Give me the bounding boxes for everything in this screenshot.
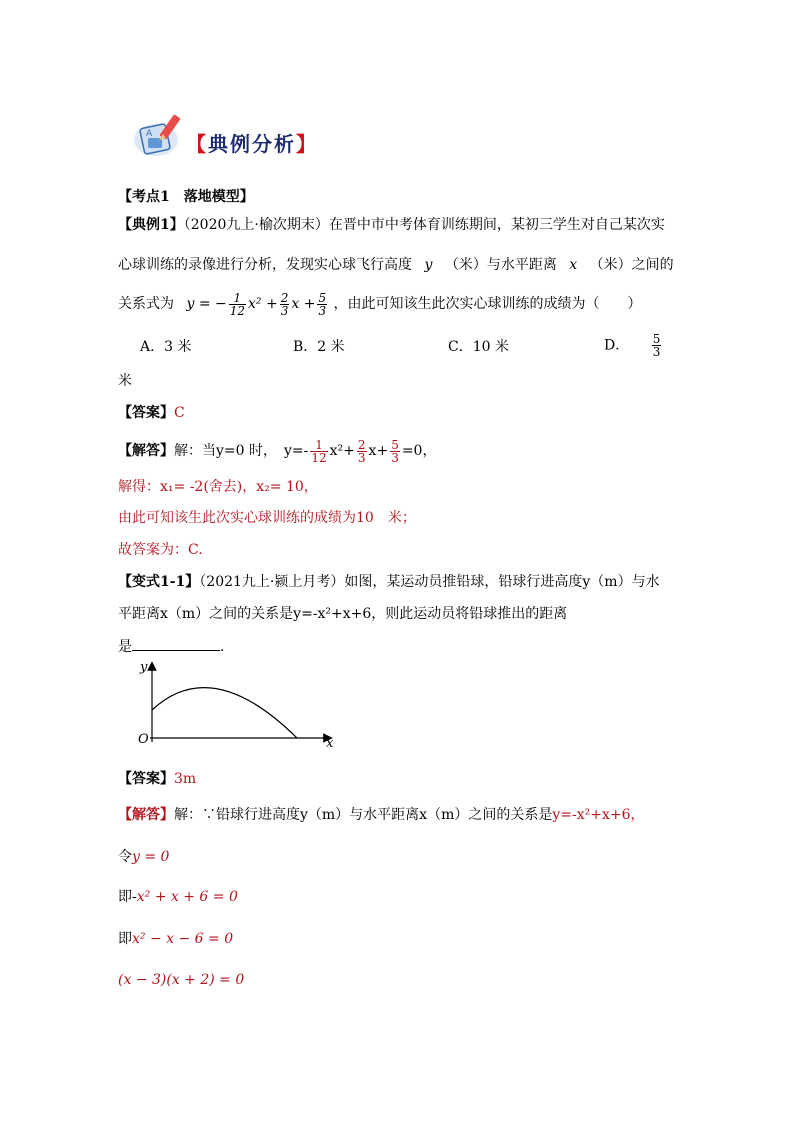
solution-2-line-5: (x − 3)(x + 2) = 0 [118, 972, 245, 988]
solution-2-line-1: 【解答】解：∵铅球行进高度y（m）与水平距离x（m）之间的关系是y=-x²+x+6， [118, 807, 645, 823]
example-line-3: 关系式为 y = − $\frac{1}{12}$ x² + $\frac{2}{3}$ x + $\frac{5}{3}$ ，由此可知该生此次实心球训练的成绩为（ ） [118, 290, 642, 318]
quadratic-formula: y = − $\frac{1}{12}$ x² + $\frac{2}{3}$ x + $\frac{5}{3}$ [186, 290, 327, 318]
solution-2-line-4: 即x² − x − 6 = 0 [118, 931, 234, 947]
x-axis-label: x [326, 736, 334, 751]
answer-2 [118, 769, 196, 789]
solution-1-line-1: 【解答】解：当y=0 时， y=- $\frac{1}{12}$ x²+ $\frac{2}{3}$ x+ $\frac{5}{3}$ =0， [118, 437, 437, 465]
option-b: B．2 米 [293, 339, 345, 355]
example-line-1: 【典例1】（2020九上·榆次期末）在晋中市中考体育训练期间，某初三学生对自己某次实 [118, 217, 665, 233]
answer-2-value: 3m [174, 771, 197, 787]
example-line-2: 心球训练的录像进行分析，发现实心球飞行高度 y （米）与水平距离 x （米）之间的 [118, 257, 674, 273]
lesson-pencil-icon [132, 112, 188, 160]
solution-1-line-4: 故答案为：C. [118, 542, 203, 558]
answer-1 [118, 403, 185, 423]
answer-1-tag: 【答案】 [118, 405, 174, 421]
solution-1-line-2: 解得：x₁= -2(舍去)，x₂= 10， [118, 479, 318, 495]
answer-2-tag: 【答案】 [118, 771, 174, 787]
variant-line-3: 是 ． [118, 636, 234, 657]
trajectory-curve [152, 688, 297, 738]
option-d: D． $\frac{5}{3}$ [604, 332, 661, 359]
option-d-unit: 米 [118, 373, 132, 389]
solution-2-line-2: 令y = 0 [118, 849, 170, 865]
topic-title: 【考点1 落地模型】 [118, 189, 254, 205]
svg-text:A: A [146, 129, 153, 139]
solution-2-line-3: 即-x² + x + 6 = 0 [118, 889, 238, 905]
answer-blank [132, 636, 220, 651]
variant-line-1: 【变式1-1】（2021九上·颍上月考）如图，某运动员推铅球，铅球行进高度y（m）与水 [118, 574, 660, 590]
y-axis-label: y [140, 660, 148, 675]
trajectory-graph [132, 660, 342, 756]
section-header: 【典例分析】 [186, 132, 318, 156]
option-c: C．10 米 [448, 339, 509, 355]
variant-line-2: 平距离x（m）之间的关系是y=-x²+x+6，则此运动员将铅球推出的距离 [118, 606, 568, 622]
option-a: A．3 米 [140, 339, 192, 355]
solution-1-line-3: 由此可知该生此次实心球训练的成绩为10 米； [118, 510, 416, 526]
origin-label: O [138, 732, 149, 747]
answer-1-value: C [174, 405, 185, 421]
